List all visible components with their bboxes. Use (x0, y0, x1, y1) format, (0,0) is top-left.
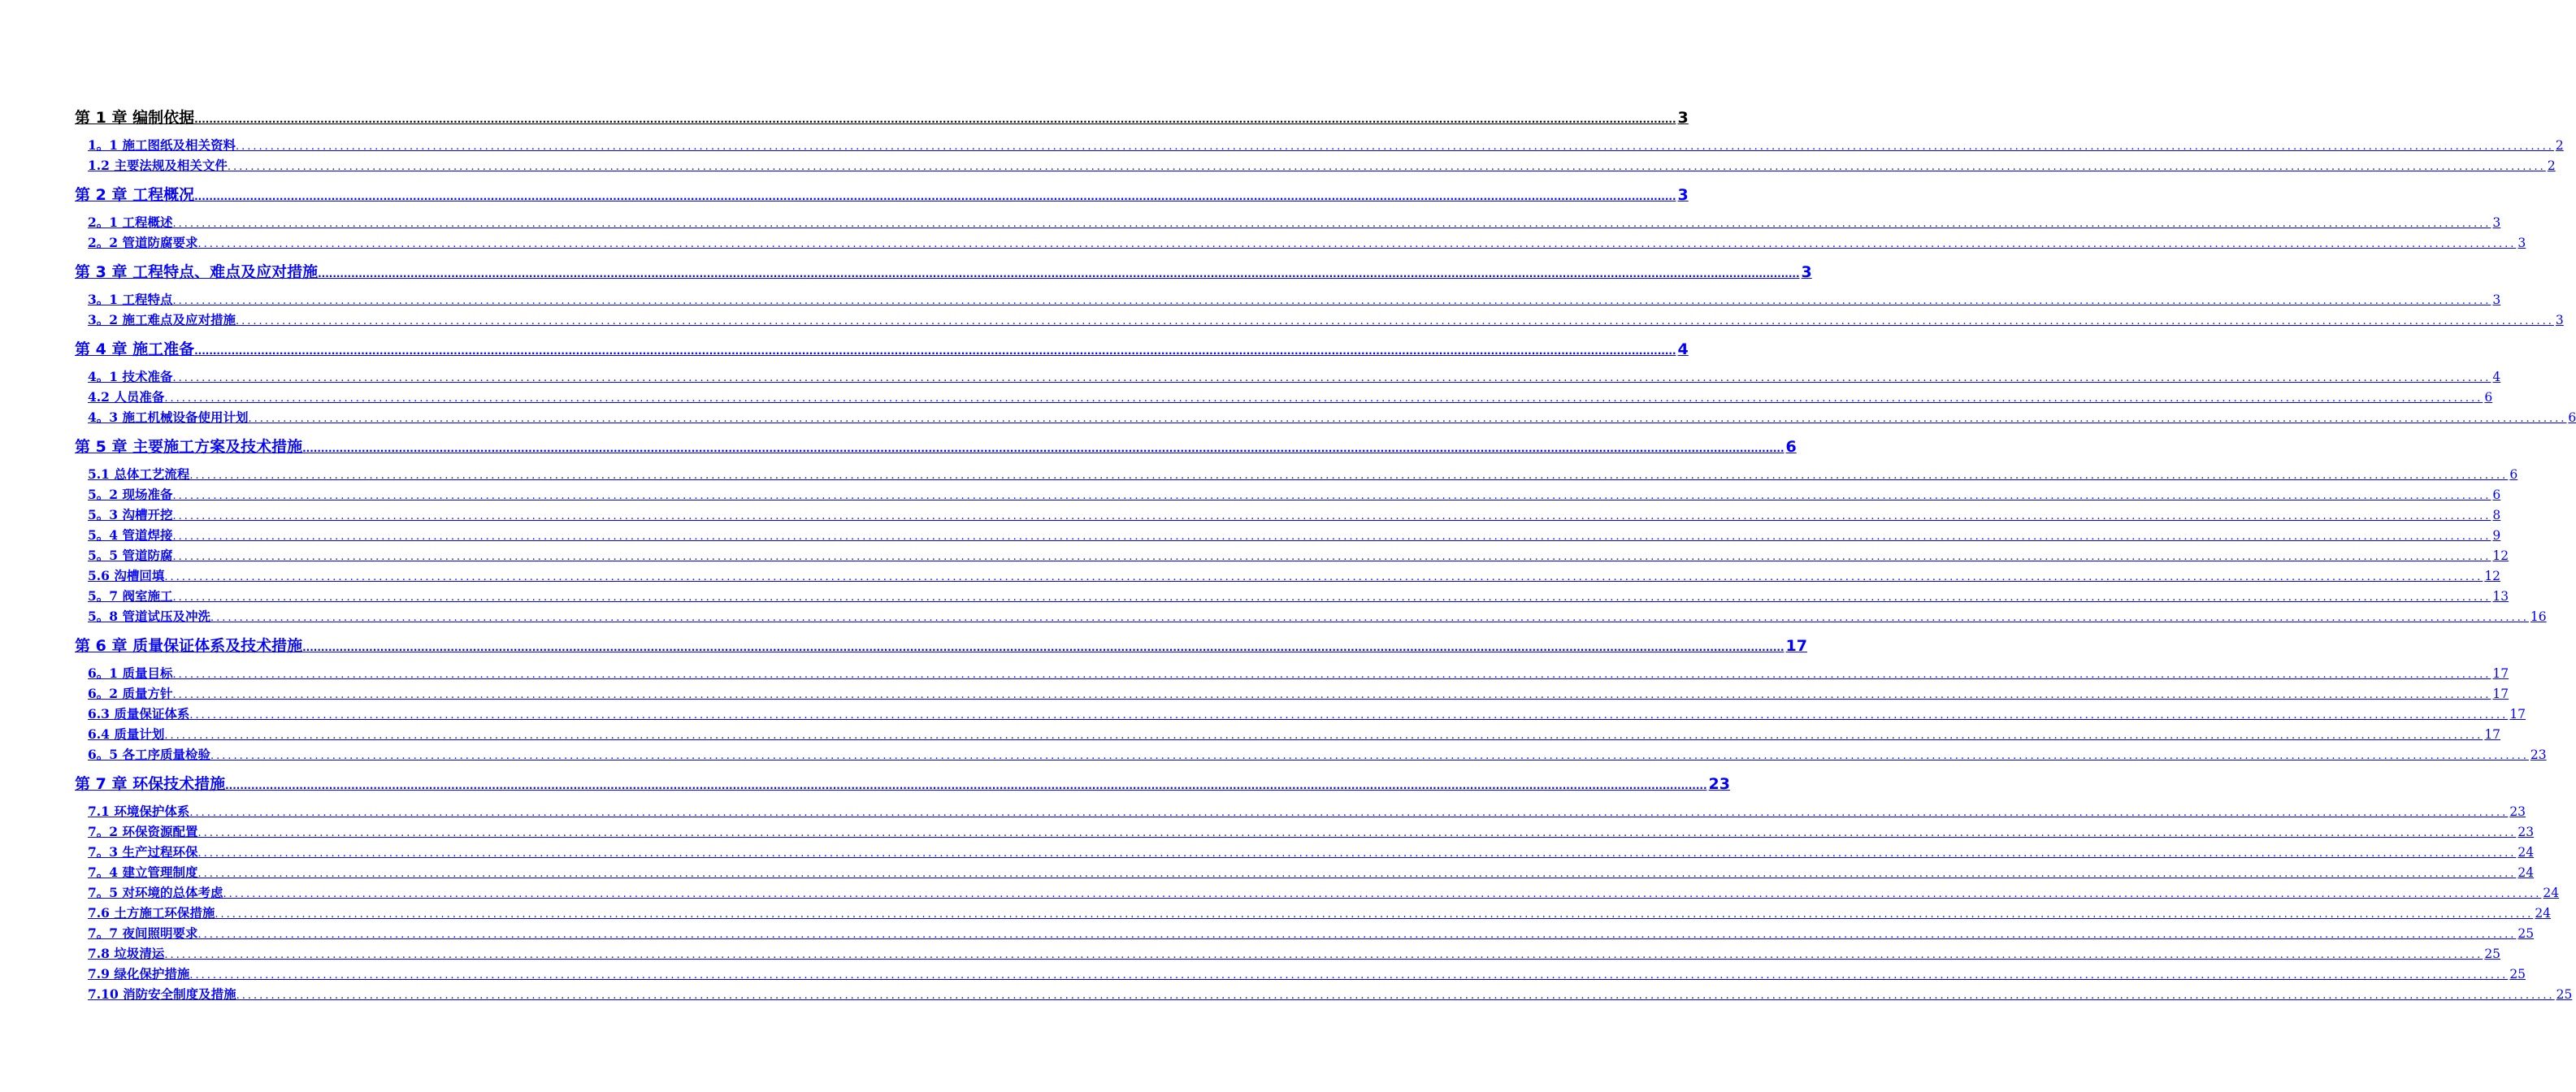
toc-entry-label: 5。4 管道焊接 (88, 527, 173, 543)
toc-entry-label: 5.1 总体工艺流程 (88, 466, 190, 482)
toc-entry-label: 6。1 质量目标 (88, 665, 173, 681)
toc-dot-leader: ................................................................................................................................................................................................................................................................................................................................................................................................................ (189, 807, 2509, 819)
toc-section-link[interactable] (88, 136, 2564, 154)
toc-entry-label: 第 5 章 主要施工方案及技术措施 (75, 438, 303, 456)
toc-entry-label: 3。1 工程特点 (88, 292, 173, 307)
toc-dot-leader: ................................................................................................................................................................................................................................................................................................................................................................................................................ (197, 827, 2517, 839)
toc-page-number: 25 (2517, 926, 2535, 941)
toc-page-number: 25 (2484, 947, 2501, 961)
toc-section-link[interactable] (88, 567, 2501, 585)
toc-page-number: 16 (2530, 609, 2547, 624)
toc-entry-label: 5。2 现场准备 (88, 487, 173, 502)
toc-dot-leader: ................................................................................................................................................................................................................................................................................................................................................................................................................ (235, 141, 2554, 153)
toc-dot-leader: ................................................................................................................................................................................................................................................................................................................................................................................................................ (194, 345, 1676, 357)
toc-page-number: 6 (2484, 390, 2493, 405)
toc-section-link[interactable] (88, 945, 2501, 963)
toc-page-number: 3 (1677, 186, 1689, 204)
toc-dot-leader: ................................................................................................................................................................................................................................................................................................................................................................................................................ (172, 669, 2491, 681)
toc-section-link[interactable] (88, 965, 2526, 983)
toc-section-link[interactable] (88, 726, 2501, 743)
toc-dot-leader: ................................................................................................................................................................................................................................................................................................................................................................................................................ (172, 218, 2491, 230)
toc-dot-leader: ................................................................................................................................................................................................................................................................................................................................................................................................................ (172, 295, 2491, 307)
toc-entry-label: 2。2 管道防腐要求 (88, 235, 198, 250)
toc-page-number: 3 (2517, 236, 2526, 250)
toc-entry-label: 6。2 质量方针 (88, 686, 173, 701)
toc-entry-label: 7。3 生产过程环保 (88, 844, 198, 860)
toc-section-link[interactable] (88, 291, 2501, 309)
toc-page-number: 13 (2492, 589, 2509, 604)
toc-section-link[interactable] (88, 214, 2501, 232)
toc-dot-leader: ................................................................................................................................................................................................................................................................................................................................................................................................................ (189, 969, 2509, 982)
toc-page-number: 12 (2484, 569, 2501, 583)
toc-page-number: 23 (2530, 748, 2547, 762)
toc-dot-leader: ................................................................................................................................................................................................................................................................................................................................................................................................................ (194, 114, 1676, 125)
toc-page-number: 25 (2556, 987, 2573, 1002)
toc-section-link[interactable] (88, 506, 2501, 524)
toc-section-link[interactable] (88, 466, 2518, 483)
toc-entry-label: 7.10 消防安全制度及措施 (88, 986, 236, 1002)
toc-dot-leader: ................................................................................................................................................................................................................................................................................................................................................................................................................ (194, 191, 1676, 202)
toc-chapter-link[interactable] (75, 635, 1807, 656)
toc-dot-leader: ................................................................................................................................................................................................................................................................................................................................................................................................................ (164, 571, 2483, 583)
toc-dot-leader: ................................................................................................................................................................................................................................................................................................................................................................................................................ (210, 612, 2529, 624)
toc-section-link[interactable] (88, 486, 2501, 504)
toc-section-link[interactable] (88, 685, 2509, 703)
toc-page-number: 25 (2509, 967, 2526, 982)
toc-page-number: 17 (2509, 707, 2526, 722)
toc-dot-leader: ................................................................................................................................................................................................................................................................................................................................................................................................................ (164, 392, 2483, 405)
toc-dot-leader: ................................................................................................................................................................................................................................................................................................................................................................................................................ (210, 750, 2529, 762)
toc-dot-leader: ................................................................................................................................................................................................................................................................................................................................................................................................................ (248, 413, 2567, 425)
toc-dot-leader: ................................................................................................................................................................................................................................................................................................................................................................................................................ (235, 315, 2554, 327)
toc-entry-label: 7.6 土方施工环保措施 (88, 905, 215, 921)
toc-dot-leader: ................................................................................................................................................................................................................................................................................................................................................................................................................ (215, 908, 2534, 921)
toc-page-number: 3 (1801, 263, 1812, 281)
toc-entry-label: 1.2 主要法规及相关文件 (88, 158, 228, 173)
toc-entry-label: 2。1 工程概述 (88, 214, 173, 230)
toc-section-link[interactable] (88, 608, 2547, 626)
toc-page-number: 17 (2492, 666, 2509, 681)
toc-chapter-link[interactable] (75, 774, 1730, 795)
toc-dot-leader: ................................................................................................................................................................................................................................................................................................................................................................................................................ (164, 949, 2483, 961)
toc-section-link[interactable] (88, 234, 2526, 252)
toc-entry-label: 第 6 章 质量保证体系及技术措施 (75, 637, 303, 655)
toc-page-number: 4 (1677, 340, 1689, 358)
toc-section-link[interactable] (88, 864, 2535, 882)
toc-page-number: 3 (2555, 313, 2564, 327)
toc-page-number: 17 (2492, 687, 2509, 701)
toc-entry-label: 第 4 章 施工准备 (75, 340, 195, 358)
toc-page-number: 12 (2492, 548, 2509, 563)
toc-section-link[interactable] (88, 904, 2552, 922)
toc-dot-leader: ................................................................................................................................................................................................................................................................................................................................................................................................................ (172, 531, 2491, 543)
toc-entry-label: 4。3 施工机械设备使用计划 (88, 410, 249, 425)
toc-section-link[interactable] (88, 705, 2526, 723)
toc-dot-leader: ................................................................................................................................................................................................................................................................................................................................................................................................................ (172, 372, 2491, 384)
toc-entry-label: 6.3 质量保证体系 (88, 706, 190, 722)
toc-dot-leader: ................................................................................................................................................................................................................................................................................................................................................................................................................ (197, 929, 2517, 941)
toc-section-link[interactable] (88, 746, 2547, 764)
toc-section-link[interactable] (88, 823, 2535, 841)
toc-dot-leader: ................................................................................................................................................................................................................................................................................................................................................................................................................ (172, 490, 2491, 502)
toc-entry-label: 7.9 绿化保护措施 (88, 966, 190, 982)
toc-entry-label: 第 7 章 环保技术措施 (75, 775, 226, 793)
toc-entry-label: 5。8 管道试压及冲洗 (88, 609, 210, 624)
toc-page-number: 24 (2517, 865, 2535, 880)
toc-dot-leader: ................................................................................................................................................................................................................................................................................................................................................................................................................ (302, 642, 1785, 653)
toc-page-number: 9 (2492, 528, 2501, 543)
toc-section-link[interactable] (88, 587, 2509, 605)
toc-page-number: 24 (2535, 906, 2552, 921)
toc-section-link[interactable] (88, 884, 2560, 902)
toc-page-number: 4 (2492, 370, 2501, 384)
toc-entry-label: 第 3 章 工程特点、难点及应对措施 (75, 263, 319, 281)
toc-section-link[interactable] (88, 157, 2556, 175)
toc-entry-label: 7。5 对环境的总体考虑 (88, 885, 223, 900)
toc-dot-leader: ................................................................................................................................................................................................................................................................................................................................................................................................................ (164, 730, 2483, 742)
toc-chapter-link[interactable] (75, 339, 1689, 360)
toc-section-link[interactable] (88, 311, 2564, 329)
toc-entry-label: 5。7 阀室施工 (88, 588, 173, 604)
toc-section-link[interactable] (88, 547, 2509, 565)
toc-page-number: 2 (2547, 158, 2556, 173)
toc-section-link[interactable] (88, 986, 2573, 1003)
toc-chapter-link[interactable] (75, 107, 1689, 128)
toc-section-link[interactable] (88, 665, 2509, 682)
toc-section-link[interactable] (88, 803, 2526, 821)
toc-dot-leader: ................................................................................................................................................................................................................................................................................................................................................................................................................ (318, 268, 1800, 280)
toc-entry-label: 第 2 章 工程概况 (75, 186, 195, 204)
toc-dot-leader: ................................................................................................................................................................................................................................................................................................................................................................................................................ (172, 592, 2491, 604)
toc-dot-leader: ................................................................................................................................................................................................................................................................................................................................................................................................................ (227, 161, 2546, 173)
toc-page-number: 6 (2509, 467, 2518, 482)
toc-chapter-link[interactable] (75, 436, 1797, 457)
toc-dot-leader: ................................................................................................................................................................................................................................................................................................................................................................................................................ (189, 709, 2509, 722)
toc-page-number: 24 (2517, 845, 2535, 860)
toc-entry-label: 4。1 技术准备 (88, 369, 173, 384)
toc-page-number: 2 (2555, 138, 2564, 153)
toc-entry-label: 7.8 垃圾清运 (88, 946, 165, 961)
toc-page-number: 23 (1708, 775, 1730, 793)
toc-dot-leader: ................................................................................................................................................................................................................................................................................................................................................................................................................ (197, 238, 2517, 250)
toc-page-number: 3 (2492, 292, 2501, 307)
toc-entry-label: 3。2 施工难点及应对措施 (88, 312, 236, 327)
toc-page-number: 3 (2492, 215, 2501, 230)
toc-dot-leader: ................................................................................................................................................................................................................................................................................................................................................................................................................ (223, 888, 2542, 900)
toc-entry-label: 5。5 管道防腐 (88, 548, 173, 563)
toc-dot-leader: ................................................................................................................................................................................................................................................................................................................................................................................................................ (172, 551, 2491, 563)
toc-page-number: 6 (2568, 410, 2576, 425)
toc-page-number: 24 (2543, 886, 2560, 900)
toc-page-number: 17 (1785, 637, 1807, 655)
toc-section-link[interactable] (88, 409, 2576, 427)
toc-entry-label: 4.2 人员准备 (88, 389, 165, 405)
toc-dot-leader: ................................................................................................................................................................................................................................................................................................................................................................................................................ (197, 868, 2517, 880)
toc-entry-label: 6。5 各工序质量检验 (88, 747, 210, 762)
toc-page-number: 6 (2492, 488, 2501, 502)
toc-section-link[interactable] (88, 388, 2493, 406)
toc-dot-leader: ................................................................................................................................................................................................................................................................................................................................................................................................................ (172, 689, 2491, 701)
toc-section-link[interactable] (88, 925, 2535, 942)
toc-dot-leader: ................................................................................................................................................................................................................................................................................................................................................................................................................ (302, 443, 1785, 454)
toc-chapter-link[interactable] (75, 184, 1689, 206)
toc-page-number: 17 (2484, 727, 2501, 742)
toc-page-number: 3 (1677, 109, 1689, 127)
toc-dot-leader: ................................................................................................................................................................................................................................................................................................................................................................................................................ (197, 847, 2517, 860)
toc-entry-label: 第 1 章 编制依据 (75, 109, 195, 127)
toc-entry-label: 7。7 夜间照明要求 (88, 925, 198, 941)
toc-entry-label: 6.4 质量计划 (88, 726, 165, 742)
toc-section-link[interactable] (88, 526, 2501, 544)
toc-section-link[interactable] (88, 368, 2501, 386)
toc-entry-label: 5。3 沟槽开挖 (88, 507, 173, 522)
toc-dot-leader: ................................................................................................................................................................................................................................................................................................................................................................................................................ (236, 990, 2555, 1002)
toc-entry-label: 7。2 环保资源配置 (88, 824, 198, 839)
toc-dot-leader: ................................................................................................................................................................................................................................................................................................................................................................................................................ (225, 780, 1707, 791)
toc-dot-leader: ................................................................................................................................................................................................................................................................................................................................................................................................................ (172, 510, 2491, 522)
toc-page-number: 23 (2517, 825, 2535, 839)
toc-section-link[interactable] (88, 843, 2535, 861)
toc-page-number: 8 (2492, 508, 2501, 522)
toc-dot-leader: ................................................................................................................................................................................................................................................................................................................................................................................................................ (189, 470, 2509, 482)
toc-entry-label: 5.6 沟槽回填 (88, 568, 165, 583)
toc-entry-label: 1。1 施工图纸及相关资料 (88, 137, 236, 153)
toc-entry-label: 7.1 环境保护体系 (88, 804, 190, 819)
toc-entry-label: 7。4 建立管理制度 (88, 864, 198, 880)
toc-page-number: 23 (2509, 804, 2526, 819)
toc-chapter-link[interactable] (75, 262, 1812, 283)
toc-page-number: 6 (1785, 438, 1797, 456)
